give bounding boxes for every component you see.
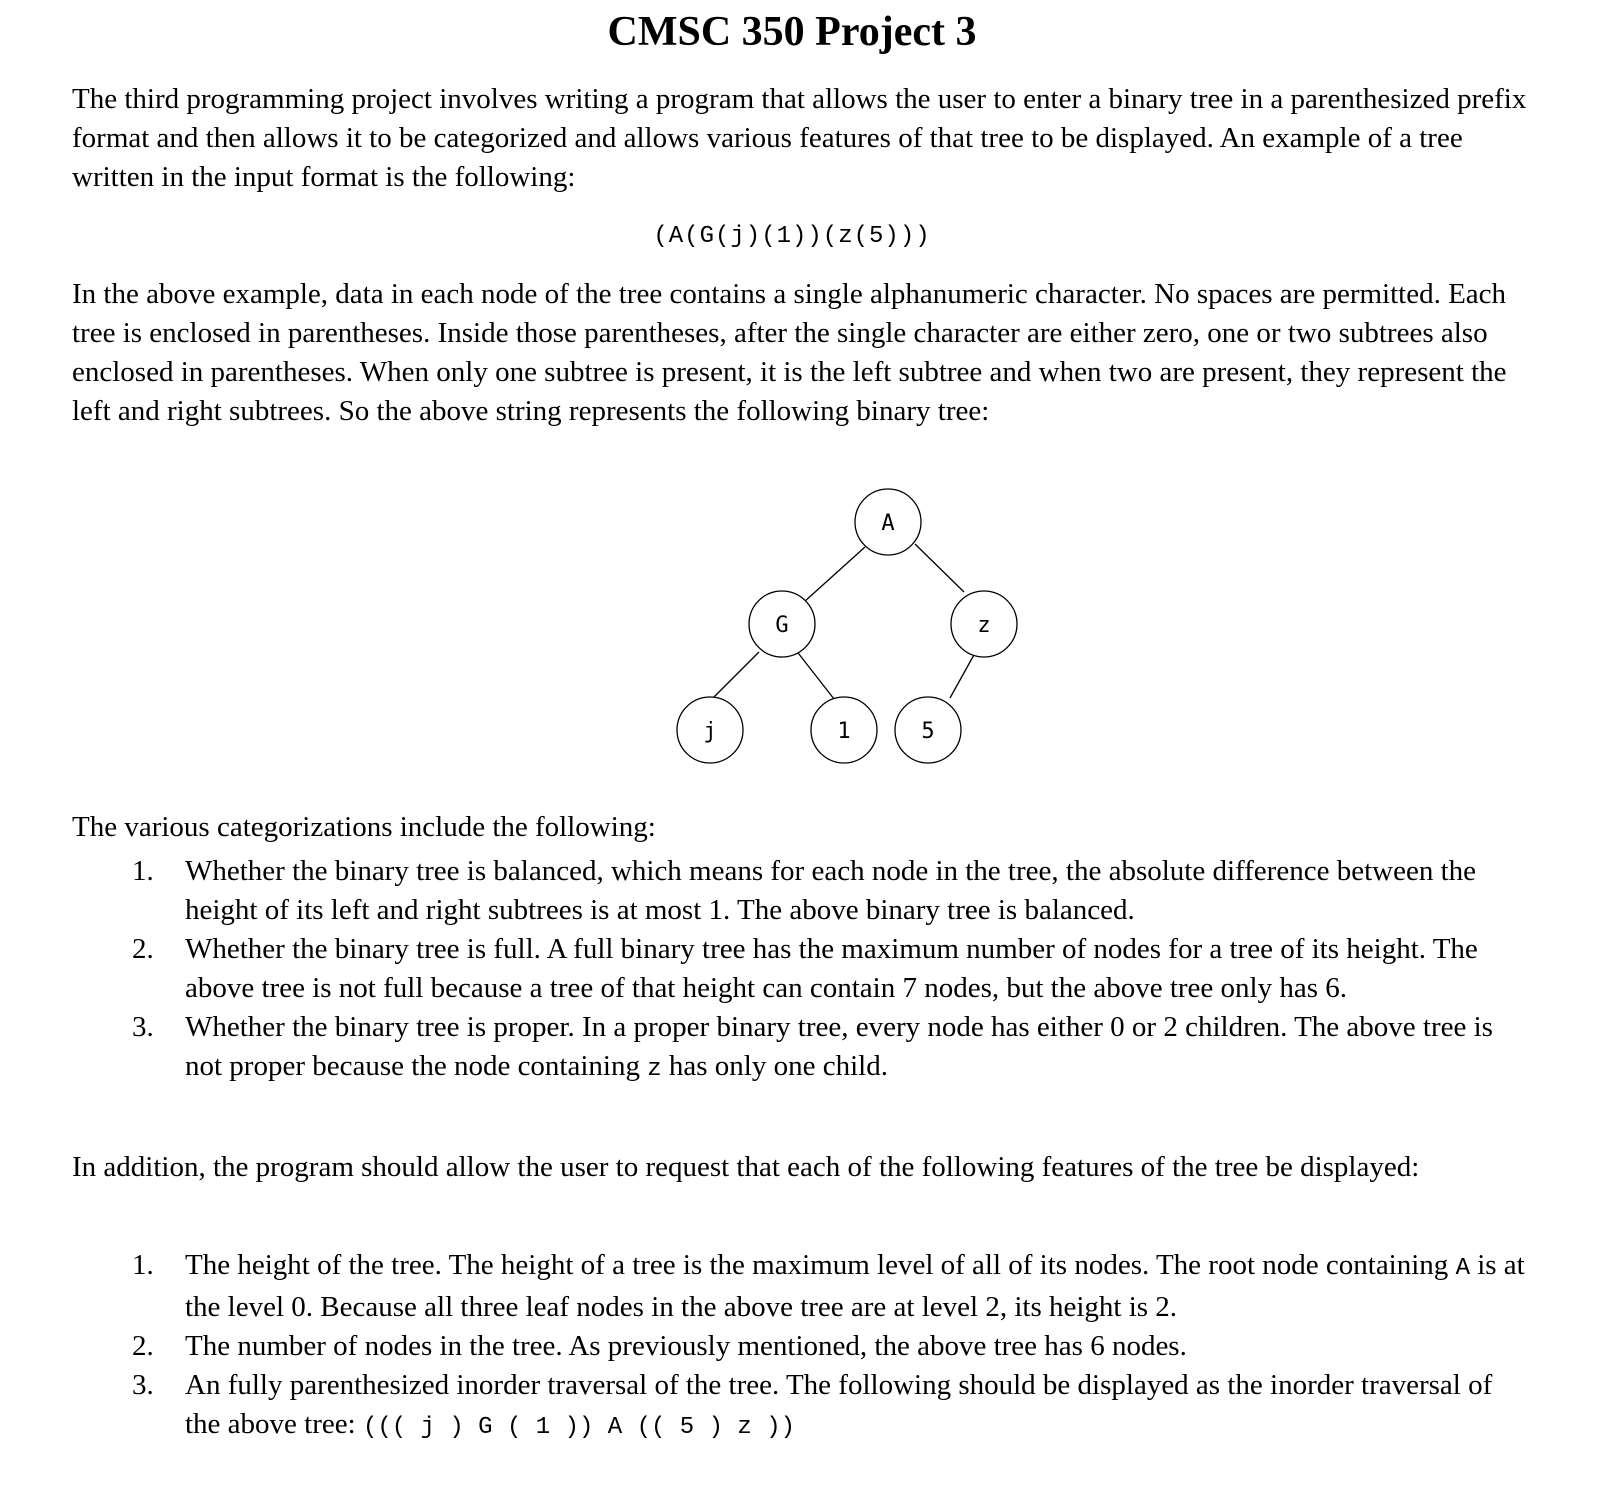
list-item — [72, 852, 1532, 930]
list-item — [72, 930, 1532, 1008]
inline-code: A — [1455, 1255, 1470, 1282]
intro-paragraph: The third programming project involves writing a program that allows the user to enter a binary tree in a parenthesized prefix format and then allows it to be categorized and allows various features of that tree to be displayed. An example of a tree written in the input format is the following: — [72, 83, 1527, 193]
tree-node-label: G — [775, 613, 789, 638]
list-item-text: The number of nodes in the tree. As previously mentioned, the above tree has 6 nodes. — [185, 1330, 1187, 1362]
list-item — [72, 1366, 1532, 1447]
list-number: 1. — [132, 1249, 154, 1281]
tree-node-1 — [811, 697, 877, 763]
page-title: CMSC 350 Project 3 — [607, 9, 977, 55]
tree-node-label: 5 — [921, 719, 935, 744]
list-item-text: is at the level 0. Because all three leaf nodes in the above tree are at level 2, its height is 2. — [185, 1249, 1525, 1323]
features-intro: In addition, the program should allow the user to request that each of the following features of the tree be displayed: — [72, 1151, 1420, 1183]
example-input-code: (A(G(j)(1))(z(5))) — [653, 223, 931, 250]
tree-node-z — [951, 591, 1017, 657]
tree-node-label: z — [977, 613, 991, 638]
tree-node-label: A — [881, 511, 895, 536]
list-item-text: An fully parenthesized inorder traversal of the tree. The following should be displayed as the inorder traversal of the above tree: — [185, 1369, 1493, 1440]
list-item-text: The height of the tree. The height of a tree is the maximum level of all of its nodes. The root node containing — [185, 1249, 1456, 1281]
list-number: 2. — [132, 1330, 154, 1362]
format-description-paragraph: In the above example, data in each node of the tree contains a single alphanumeric character. No spaces are permitted. Each tree is enclosed in parentheses. Inside those parentheses, after the single character are either zero, one or two subtrees also enclosed in parentheses. When only one subtree is present, it is the left subtree and when two are present, they represent the left and right subtrees. So the above string represents the following binary tree: — [72, 278, 1507, 427]
tree-node-G — [749, 591, 815, 657]
features-list — [72, 1246, 1532, 1447]
tree-node-5 — [895, 697, 961, 763]
list-item-text: has only one child. — [661, 1050, 888, 1082]
list-number: 1. — [132, 855, 154, 887]
list-item — [72, 1008, 1532, 1089]
list-number: 3. — [132, 1011, 154, 1043]
list-number: 3. — [132, 1369, 154, 1401]
list-item-text: Whether the binary tree is proper. In a proper binary tree, every node has either 0 or 2 children. The above tree is not proper because the node containing — [185, 1011, 1493, 1082]
tree-node-A — [855, 489, 921, 555]
tree-node-j — [677, 697, 743, 763]
list-item — [72, 1327, 1532, 1366]
edge-A-z — [915, 544, 964, 592]
edge-G-j — [714, 652, 759, 697]
list-item-text: Whether the binary tree is full. A full binary tree has the maximum number of nodes for a tree of its height. The above tree is not full because a tree of that height can contain 7 nodes, but the above tree only has 6. — [185, 933, 1478, 1004]
list-item-text: Whether the binary tree is balanced, which means for each node in the tree, the absolute difference between the height of its left and right subtrees is at most 1. The above binary tree is balanced. — [185, 855, 1476, 926]
edge-A-G — [804, 547, 865, 602]
list-item — [72, 1246, 1532, 1327]
tree-node-label: j — [703, 719, 717, 744]
binary-tree-diagram — [614, 488, 991, 788]
inline-code: z — [647, 1056, 662, 1083]
tree-node-label: 1 — [837, 719, 851, 744]
edge-G-1 — [795, 649, 834, 699]
inorder-traversal-code: ((( j ) G ( 1 )) A (( 5 ) z )) — [362, 1414, 796, 1441]
list-number: 2. — [132, 933, 154, 965]
categorizations-list — [72, 852, 1532, 1089]
edge-z-5 — [950, 653, 975, 698]
categorizations-intro: The various categorizations include the following: — [72, 811, 656, 843]
